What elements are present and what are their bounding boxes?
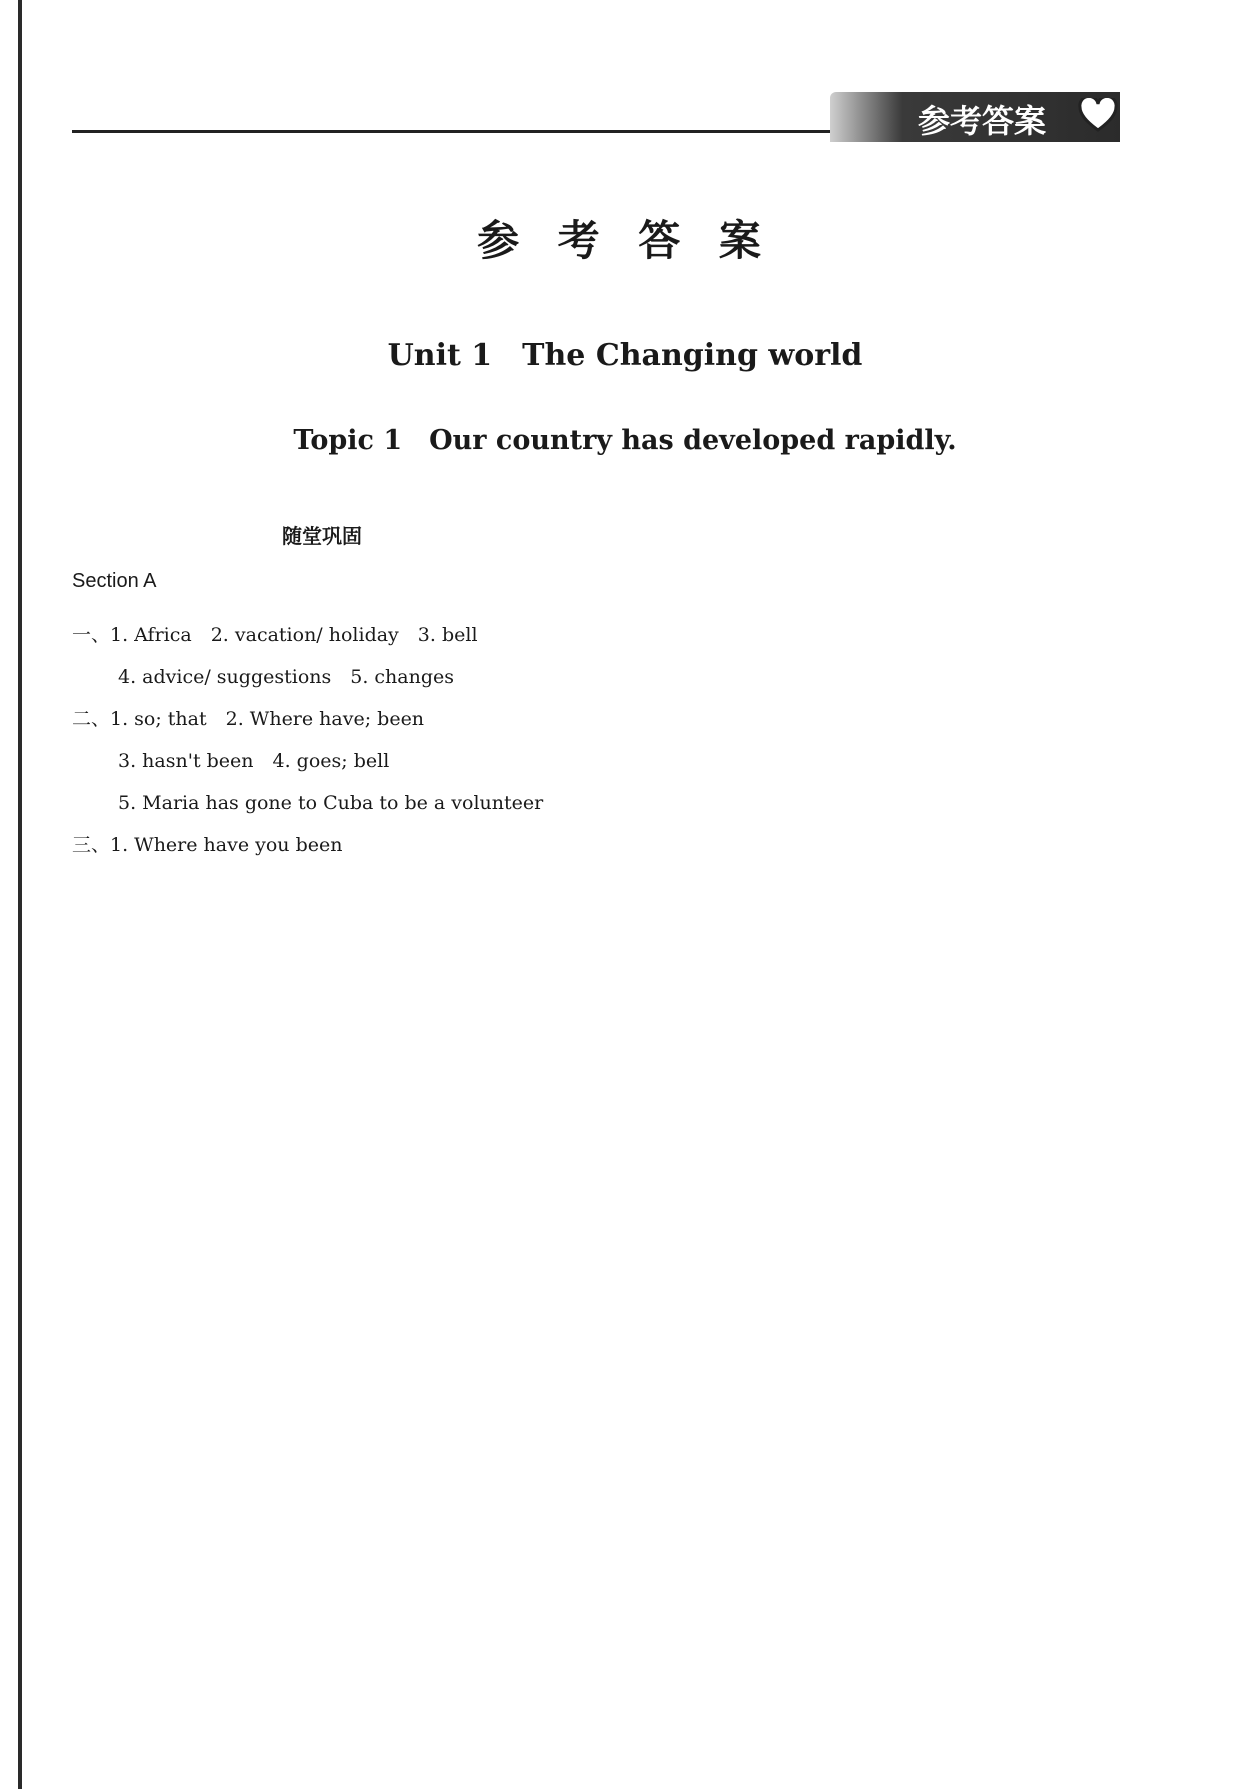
answer-line: 三、1. Where have you been xyxy=(72,834,343,856)
binding-edge xyxy=(18,0,22,1789)
left-column xyxy=(72,520,572,866)
answer-line: 一、1. Africa 2. vacation/ holiday 3. bell xyxy=(72,624,478,646)
answer-line: 5. Maria has gone to Cuba to be a volunteer xyxy=(118,792,544,814)
answer-line: 4. advice/ suggestions 5. changes xyxy=(118,666,455,688)
unit-title: Unit 1 The Changing world xyxy=(387,338,863,373)
page-title: 参 考 答 案 xyxy=(477,216,773,265)
answer-line: 3. hasn't been 4. goes; bell xyxy=(118,750,390,772)
header-rule xyxy=(72,130,832,133)
answer-line: 二、1. so; that 2. Where have; been xyxy=(72,708,425,730)
topic-title: Topic 1 Our country has developed rapidly. xyxy=(293,425,957,456)
header-banner-text: 参考答案 xyxy=(918,102,1047,140)
section-a-heading: Section A xyxy=(72,570,157,592)
sub-heading: 随堂巩固 xyxy=(282,524,362,548)
heart-icon xyxy=(1078,98,1118,132)
